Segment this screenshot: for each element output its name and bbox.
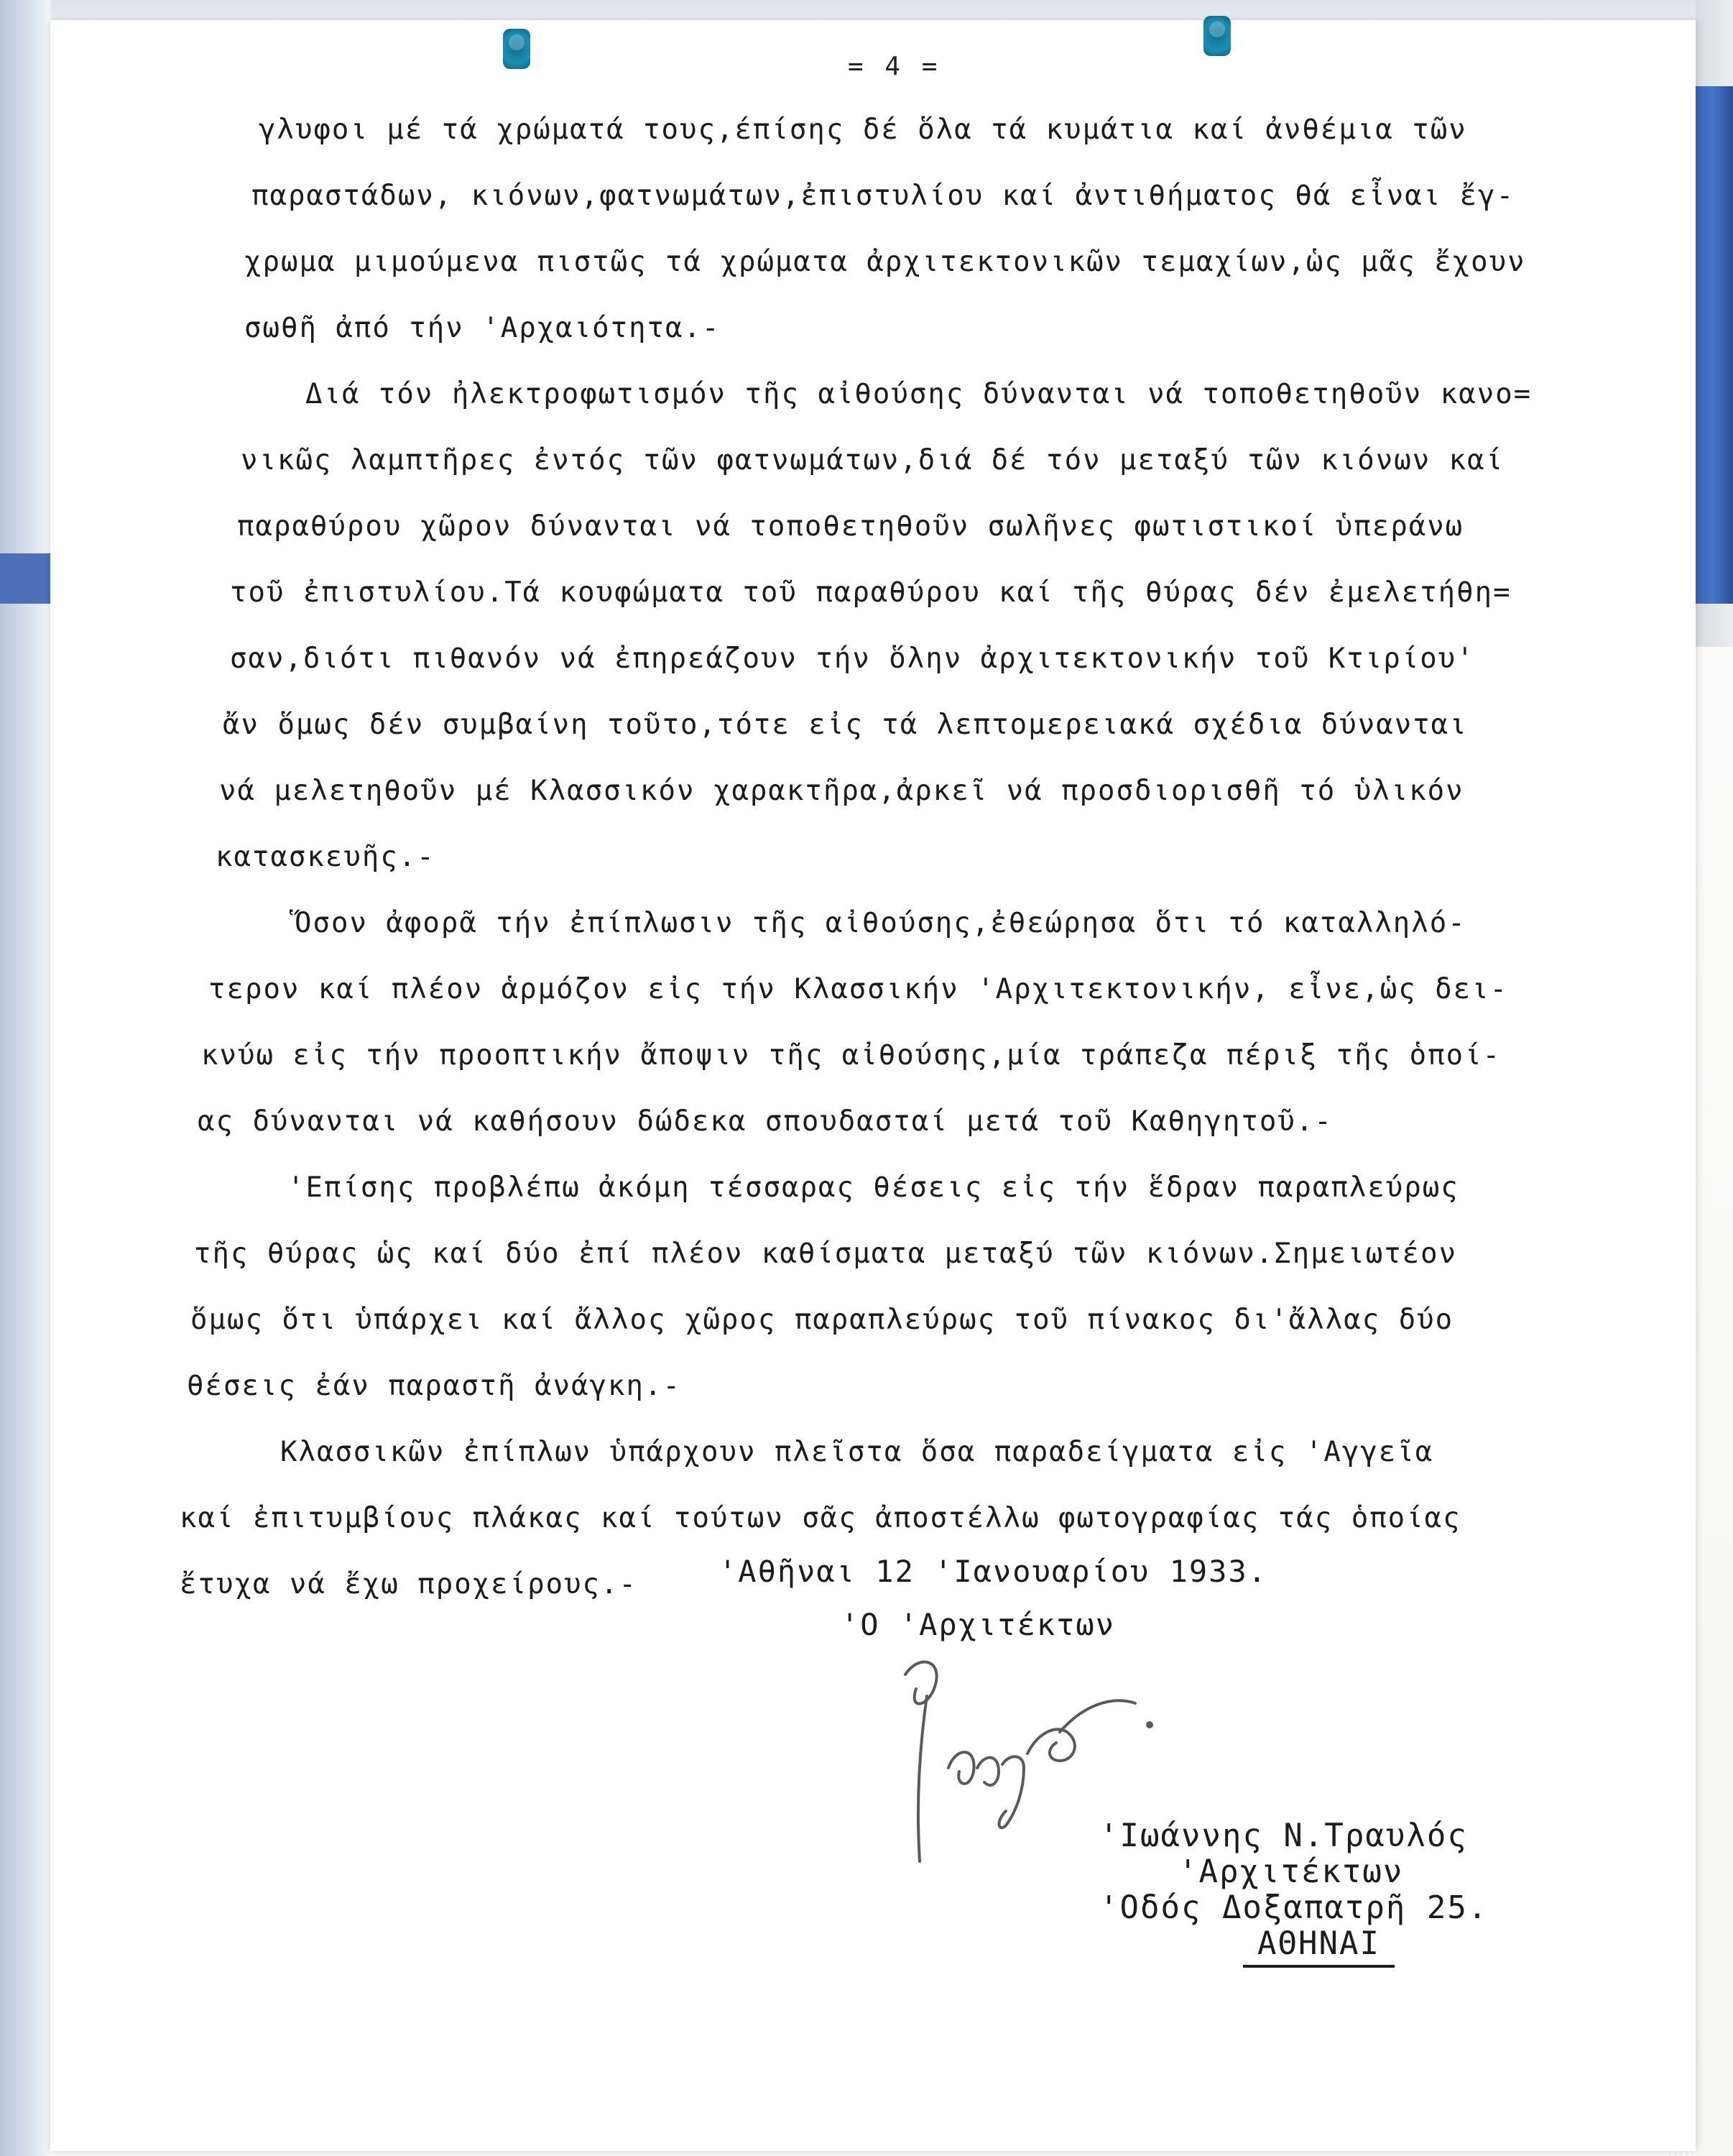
body-line: ἔτυχα νά ἔχω προχείρους.- — [180, 1568, 637, 1600]
body-line: τερον καί πλέον ἁρμόζον εἰς τήν Κλασσικήν 'Αρχιτεκτονικήν, εἶνε,ὡς δει- — [208, 973, 1509, 1005]
body-line: σωθῆ ἀπό τήν 'Αρχαιότητα.- — [244, 312, 721, 344]
author-street: 'Οδός Δοξαπατρῆ 25. — [1099, 1889, 1489, 1926]
author-title-line: 'Ο 'Αρχιτέκτων — [841, 1607, 1116, 1642]
body-line: χρωμα μιμούμενα πιστῶς τά χρώματα ἀρχιτεκτονικῶν τεμαχίων,ὡς μᾶς ἔχουν — [244, 246, 1526, 278]
body-line: ἄν ὅμως δέν συμβαίνη τοῦτο,τότε εἰς τά λεπτομερειακά σχέδια δύνανται — [223, 709, 1468, 741]
body-line: νικῶς λαμπτῆρες ἐντός τῶν φατνωμάτων,διά δέ τόν μεταξύ τῶν κιόνων καί — [241, 444, 1505, 476]
body-line: κνύω εἰς τήν προοπτικήν ἄποψιν τῆς αἰθούσης,μία τράπεζα πέριξ τῆς ὁποί- — [201, 1039, 1502, 1072]
body-line: τῆς θύρας ὡς καί δύο ἐπί πλέον καθίσματα μεταξύ τῶν κιόνων.Σημειωτέον — [194, 1238, 1458, 1270]
punch-hole-left-icon — [503, 29, 530, 69]
body-line: τοῦ ἐπιστυλίου.Τά κουφώματα τοῦ παραθύρου καί τῆς θύρας δέν ἐμελετήθη= — [230, 576, 1512, 609]
body-line: Κλασσικῶν ἐπίπλων ὑπάρχουν πλεῖστα ὅσα παραδείγματα εἰς 'Αγγεῖα — [280, 1436, 1434, 1468]
punch-hole-right-icon — [1203, 16, 1231, 56]
body-line: Ὅσον ἀφορᾶ τήν ἐπίπλωσιν τῆς αἰθούσης,ἐθεώρησα ὅτι τό καταλληλό- — [295, 907, 1466, 939]
body-line: Διά τόν ἠλεκτροφωτισμόν τῆς αἰθούσης δύνανται νά τοποθετηθοῦν κανο= — [305, 378, 1533, 410]
body-line: ὅμως ὅτι ὑπάρχει καί ἄλλος χῶρος παραπλεύρως τοῦ πίνακος δι'ἄλλας δύο — [190, 1304, 1454, 1336]
author-name: 'Ιωάννης Ν.Τραυλός — [1099, 1818, 1468, 1854]
page-number: = 4 = — [848, 52, 941, 81]
body-line: θέσεις ἐάν παραστῆ ἀνάγκη.- — [187, 1370, 681, 1402]
body-line: παραστάδων, κιόνων,φατνωμάτων,ἐπιστυλίου καί ἀντιθήματος θά εἶναι ἔγ- — [251, 180, 1515, 212]
author-profession: 'Αρχιτέκτων — [1178, 1853, 1404, 1890]
body-line: παραθύρου χῶρον δύνανται νά τοποθετηθοῦν σωλῆνες φωτιστικοί ὑπεράνω — [237, 510, 1464, 543]
binder-background-left — [0, 0, 50, 2156]
binder-left-band — [0, 553, 50, 604]
closing-block — [718, 1545, 1267, 1651]
date-line: 'Αθῆναι 12 'Ιανουαρίου 1933. — [718, 1554, 1268, 1589]
address-block — [1099, 1818, 1488, 1962]
body-line: κατασκευῆς.- — [216, 841, 435, 873]
body-line: καί ἐπιτυμβίους πλάκας καί τούτων σᾶς ἀποστέλλω φωτογραφίας τάς ὁποίας — [180, 1502, 1461, 1534]
body-line: ας δύνανται νά καθήσουν δώδεκα σπουδασταί μετά τοῦ Καθηγητοῦ.- — [198, 1105, 1333, 1138]
body-line: σαν,διότι πιθανόν νά ἐπηρεάζουν τήν ὅλην ἀρχιτεκτονικήν τοῦ Κτιρίου' — [230, 642, 1475, 675]
body-line: 'Επίσης προβλέπω ἀκόμη τέσσαρας θέσεις εἰς τήν ἕδραν παραπλεύρως — [287, 1171, 1459, 1204]
author-city-wrap — [1099, 1926, 1488, 1962]
letter-body — [172, 97, 1653, 1618]
body-line: νά μελετηθοῦν μέ Κλασσικόν χαρακτῆρα,ἀρκεῖ νά προσδιορισθῆ τό ὑλικόν — [219, 775, 1464, 807]
author-city: ΑΘΗΝΑΙ — [1243, 1926, 1395, 1968]
body-line: γλυφοι μέ τά χρώματά τους,έπίσης δέ ὅλα τά κυμάτια καί ἀνθέμια τῶν — [259, 114, 1467, 146]
